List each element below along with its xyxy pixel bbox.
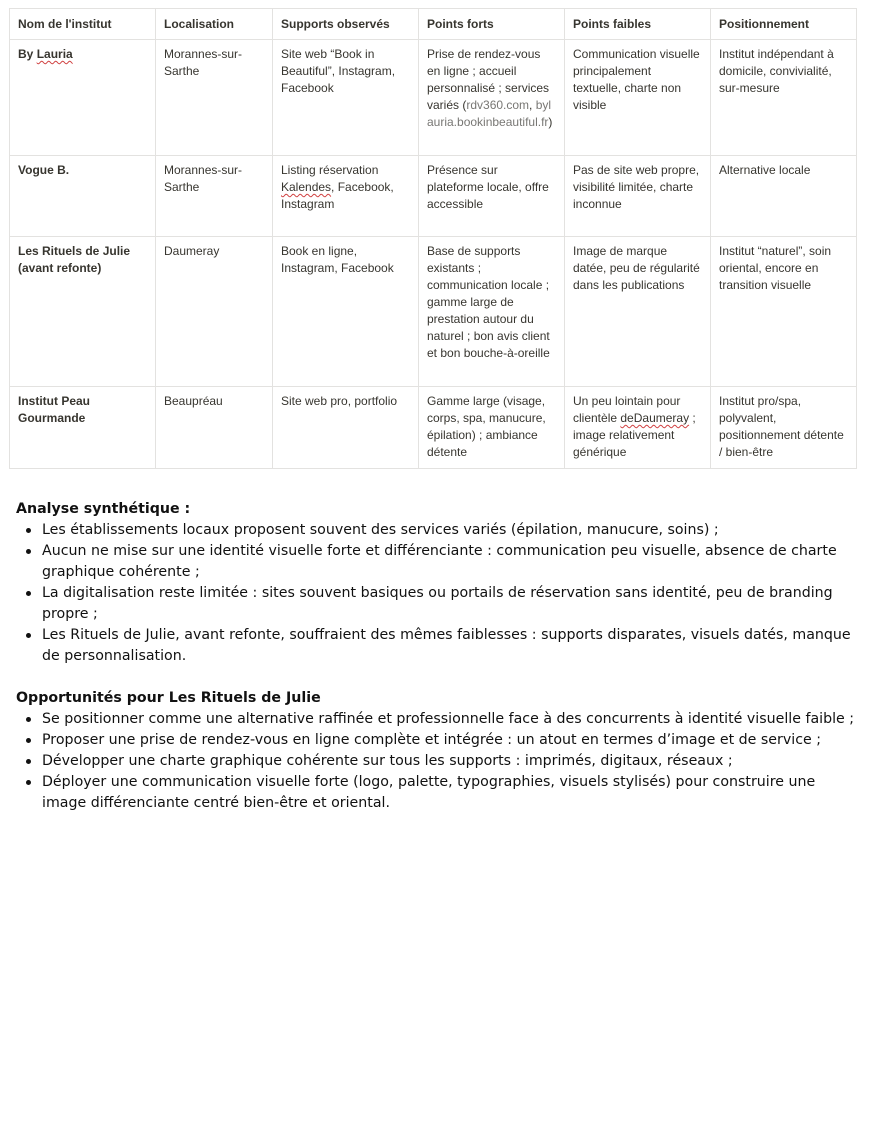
table-row bbox=[10, 40, 857, 156]
bullet-icon bbox=[26, 759, 31, 764]
cell-positioning: Institut “naturel”, soin oriental, encore en transition visuelle bbox=[711, 237, 857, 387]
table-row bbox=[10, 156, 857, 237]
strengths-separator: , bbox=[529, 98, 536, 112]
cell-supports bbox=[273, 156, 419, 237]
strengths-close: ) bbox=[548, 115, 553, 129]
benchmark-table-container bbox=[9, 8, 856, 469]
list-item-text: Développer une charte graphique cohérente sur tous les supports : imprimés, digitaux, réseaux ; bbox=[42, 753, 733, 769]
header-supports: Supports observés bbox=[273, 9, 419, 40]
name-text: By bbox=[18, 47, 37, 61]
cell-strengths: Base de supports existants ; communication locale ; gamme large de prestation autour du naturel ; bon avis client et bon bouche-à-oreille bbox=[419, 237, 565, 387]
list-item-text: Les établissements locaux proposent souvent des services variés (épilation, manucure, soins) ; bbox=[42, 522, 719, 538]
cell-location: Beaupréau bbox=[156, 387, 273, 469]
list-item bbox=[42, 709, 856, 730]
list-item-text: Déployer une communication visuelle forte (logo, palette, typographies, visuels stylisés) pour construire une image différenciante centré bien-être et oriental. bbox=[42, 774, 816, 811]
bullet-icon bbox=[26, 717, 31, 722]
header-strengths: Points forts bbox=[419, 9, 565, 40]
cell-positioning: Alternative locale bbox=[711, 156, 857, 237]
table-header-row bbox=[10, 9, 857, 40]
bullet-icon bbox=[26, 528, 31, 533]
weaknesses-text-end: ; image relativement générique bbox=[573, 411, 696, 459]
header-institute-name: Nom de l'institut bbox=[10, 9, 156, 40]
cell-weaknesses: Image de marque datée, peu de régularité dans les publications bbox=[565, 237, 711, 387]
bullet-icon bbox=[26, 591, 31, 596]
supports-text: Listing réservation bbox=[281, 163, 379, 177]
spellcheck-word: deDaumeray bbox=[620, 411, 690, 425]
cell-weaknesses: Communication visuelle principalement textuelle, charte non visible bbox=[565, 40, 711, 156]
cell-location: Morannes-sur-Sarthe bbox=[156, 40, 273, 156]
supports-text-end: , Facebook, Instagram bbox=[281, 180, 394, 211]
list-item-text: Les Rituels de Julie, avant refonte, souffraient des mêmes faiblesses : supports disparates, visuels datés, manque de personnalisation. bbox=[42, 627, 851, 664]
cell-institute-name: Vogue B. bbox=[10, 156, 156, 237]
link-rdv360[interactable]: rdv360.com bbox=[466, 98, 530, 112]
list-item-text: La digitalisation reste limitée : sites souvent basiques ou portails de réservation sans identité, peu de branding propre ; bbox=[42, 585, 833, 622]
bullet-icon bbox=[26, 549, 31, 554]
table-row bbox=[10, 387, 857, 469]
cell-positioning: Institut pro/spa, polyvalent, positionnement détente / bien-être bbox=[711, 387, 857, 469]
competitor-benchmark-table bbox=[9, 8, 857, 469]
list-item-text: Aucun ne mise sur une identité visuelle forte et différenciante : communication peu visuelle, absence de charte graphique cohérente ; bbox=[42, 543, 837, 580]
link-bylauria[interactable]: bylauria.bookinbeautiful.fr bbox=[427, 98, 552, 129]
cell-strengths: Présence sur plateforme locale, offre accessible bbox=[419, 156, 565, 237]
analysis-list bbox=[16, 520, 856, 667]
list-item bbox=[42, 751, 856, 772]
header-location: Localisation bbox=[156, 9, 273, 40]
spellcheck-word: Lauria bbox=[36, 47, 73, 61]
cell-institute-name: Institut Peau Gourmande bbox=[10, 387, 156, 469]
list-item bbox=[42, 541, 856, 583]
cell-strengths: Gamme large (visage, corps, spa, manucure, épilation) ; ambiance détente bbox=[419, 387, 565, 469]
list-item-text: Proposer une prise de rendez-vous en ligne complète et intégrée : un atout en termes d’image et de service ; bbox=[42, 732, 822, 748]
cell-positioning: Institut indépendant à domicile, convivialité, sur-mesure bbox=[711, 40, 857, 156]
header-positioning: Positionnement bbox=[711, 9, 857, 40]
cell-weaknesses: Pas de site web propre, visibilité limitée, charte inconnue bbox=[565, 156, 711, 237]
cell-institute-name: Les Rituels de Julie (avant refonte) bbox=[10, 237, 156, 387]
list-item bbox=[42, 772, 856, 814]
spellcheck-word: Kalendes bbox=[281, 180, 332, 194]
list-item bbox=[42, 730, 856, 751]
cell-strengths bbox=[419, 40, 565, 156]
table-row bbox=[10, 237, 857, 387]
analysis-heading: Analyse synthétique : bbox=[16, 501, 191, 517]
section-spacer bbox=[16, 667, 856, 688]
opportunities-heading: Opportunités pour Les Rituels de Julie bbox=[16, 690, 321, 706]
cell-supports: Site web pro, portfolio bbox=[273, 387, 419, 469]
strengths-text: Prise de rendez-vous en ligne ; accueil personnalisé ; services variés ( bbox=[427, 47, 550, 112]
cell-weaknesses bbox=[565, 387, 711, 469]
cell-supports: Book en ligne, Instagram, Facebook bbox=[273, 237, 419, 387]
list-item-text: Se positionner comme une alternative raffinée et professionnelle face à des concurrents à identité visuelle faible ; bbox=[42, 711, 855, 727]
list-item bbox=[42, 625, 856, 667]
bullet-icon bbox=[26, 780, 31, 785]
weaknesses-text: Un peu lointain pour clientèle bbox=[573, 394, 681, 425]
list-item bbox=[42, 520, 856, 541]
bullet-icon bbox=[26, 633, 31, 638]
cell-location: Daumeray bbox=[156, 237, 273, 387]
list-item bbox=[42, 583, 856, 625]
document-body bbox=[16, 499, 856, 814]
opportunities-list bbox=[16, 709, 856, 814]
cell-supports: Site web “Book in Beautiful”, Instagram, Facebook bbox=[273, 40, 419, 156]
cell-location: Morannes-sur-Sarthe bbox=[156, 156, 273, 237]
cell-institute-name bbox=[10, 40, 156, 156]
bullet-icon bbox=[26, 738, 31, 743]
header-weaknesses: Points faibles bbox=[565, 9, 711, 40]
